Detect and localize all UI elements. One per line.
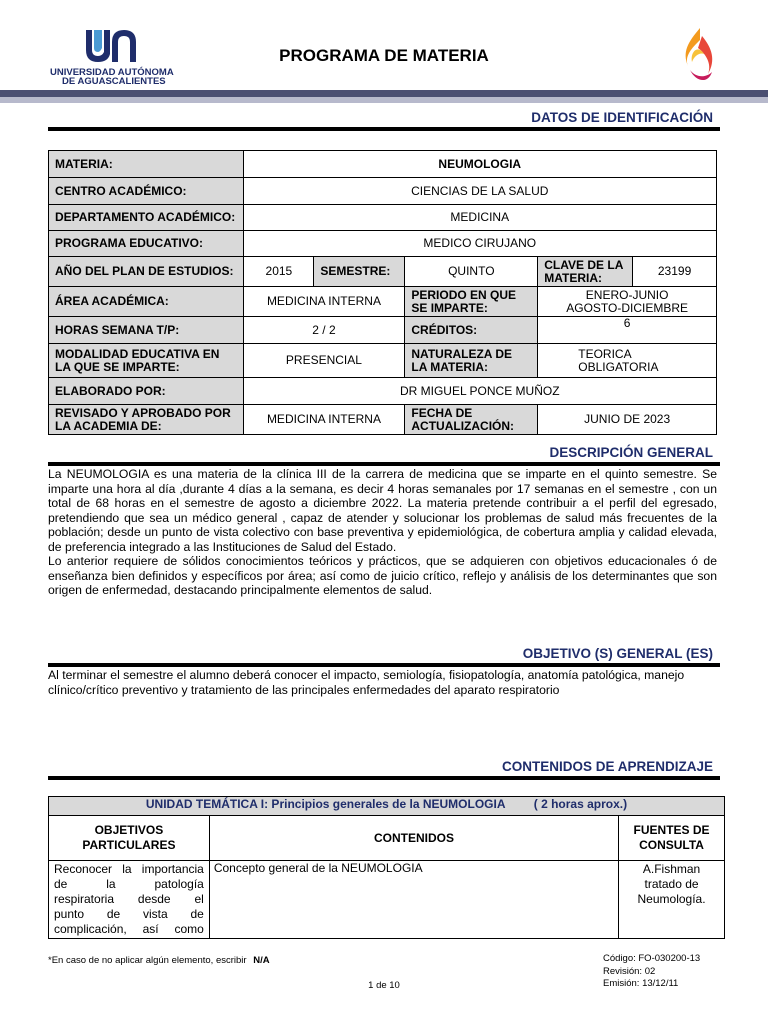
flame-logo-icon [678,26,718,88]
footer-codes [603,953,700,991]
identification-table [48,150,717,435]
footer-revision: Revisión: 02 [603,965,656,977]
fecha-label: FECHA DE ACTUALIZACIÓN: [405,405,538,435]
creditos-value: 6 [538,317,717,344]
naturaleza-label: NATURALEZA DE LA MATERIA: [405,344,538,378]
contenido-cell: Concepto general de la NEUMOLOGIA [209,861,618,939]
programa-value: MEDICO CIRUJANO [243,231,716,257]
page-title: PROGRAMA DE MATERIA [279,46,489,65]
periodo-value-1: ENERO-JUNIO [585,287,669,302]
periodo-value-2: AGOSTO-DICIEMBRE [566,300,689,315]
footer-emision: Emisión: 13/12/11 [603,978,679,989]
fuente-line: A.Fishman [642,862,701,876]
section-rule [48,663,720,667]
programa-label: PROGRAMA EDUCATIVO: [49,231,244,257]
header-band-light [0,97,768,103]
anio-label: AÑO DEL PLAN DE ESTUDIOS: [49,257,244,287]
centro-value: CIENCIAS DE LA SALUD [243,178,716,205]
unit-title-row [49,797,725,816]
objetivo-line: punto de vista de [54,907,204,921]
unit-table [48,796,725,939]
objetivo-line: Reconocer la importancia [54,862,204,876]
descripcion-paragraph-1: La NEUMOLOGIA es una materia de la clínica III de la carrera de medicina que se imparte en el quinto semestre. Se imparte una hora al día ,durante 4 días a la semana, es decir 4 horas semanales por 17 semanas en el semestre , con un total de 68 horas en el semestre de agosto a diciembre 2022. La materia pretende contribuir a el perfil del egresado, pretendiendo que sea un médico general , capaz de atender y solucionar los problemas de salud más frecuentes de la población; desde un punto de vista colectivo con base preventiva y epidemiológica, de cobertura amplia y calidad elevada, de preferencia integrado a las Instituciones de Salud del Estado. [48,467,717,554]
fuentes-cell [619,861,725,939]
section-title-identificacion: DATOS DE IDENTIFICACIÓN [531,110,713,125]
elaborado-value: DR MIGUEL PONCE MUÑOZ [243,378,716,405]
revisado-value: MEDICINA INTERNA [243,405,405,435]
area-label: ÁREA ACADÉMICA: [49,287,244,317]
area-value: MEDICINA INTERNA [243,287,405,317]
horas-label: HORAS SEMANA T/P: [49,317,244,344]
fuente-line: Neumología. [637,892,706,906]
unit-title: UNIDAD TEMÁTICA I: Principios generales de la NEUMOLOGIA [145,797,506,811]
modalidad-label: MODALIDAD EDUCATIVA EN LA QUE SE IMPARTE: [49,344,244,378]
objetivo-line: de la patología [54,877,204,891]
depto-value: MEDICINA [243,205,716,231]
page-number: 1 de 10 [368,980,400,991]
unit-hours: ( 2 horas aprox.) [533,797,628,811]
logo-text-line1: UNIVERSIDAD AUTÓNOMA [50,67,174,78]
section-title-objetivos: OBJETIVO (S) GENERAL (ES) [522,646,713,661]
footer-note-na: N/A [253,955,270,966]
section-rule [48,127,720,131]
materia-value: NEUMOLOGIA [243,151,716,178]
col-contenidos: CONTENIDOS [209,816,618,861]
materia-label: MATERIA: [49,151,244,178]
periodo-label: PERIODO EN QUE SE IMPARTE: [405,287,538,317]
fecha-value: JUNIO DE 2023 [538,405,717,435]
section-rule [48,776,720,780]
creditos-label: CRÉDITOS: [405,317,538,344]
objetivos-cell [49,861,210,939]
depto-label: DEPARTAMENTO ACADÉMICO: [49,205,244,231]
anio-value: 2015 [243,257,314,287]
centro-label: CENTRO ACADÉMICO: [49,178,244,205]
col-objetivos: OBJETIVOS PARTICULARES [49,816,210,861]
semestre-label: SEMESTRE: [314,257,405,287]
modalidad-value: PRESENCIAL [243,344,405,378]
horas-value: 2 / 2 [243,317,405,344]
semestre-value: QUINTO [405,257,538,287]
objetivo-text: Al terminar el semestre el alumno deberá conocer el impacto, semiología, fisiopatología, anatomía patológica, manejo clínico/crítico preventivo y tratamiento de las principales enfermedades del aparato respiratorio [48,668,685,697]
descripcion-text [48,467,717,598]
section-title-descripcion: DESCRIPCIÓN GENERAL [549,445,713,460]
revisado-label: REVISADO Y APROBADO POR LA ACADEMIA DE: [49,405,244,435]
col-fuentes: FUENTES DE CONSULTA [619,816,725,861]
naturaleza-value-2: OBLIGATORIA [578,359,659,374]
clave-value: 23199 [633,257,717,287]
section-rule [48,462,720,466]
descripcion-paragraph-2: Lo anterior requiere de sólidos conocimientos teóricos y prácticos, que se adquieren con objetivos educacionales ó de enseñanza bien definidos y específicos por área; así como de juicio crítico, reflejo y análisis de los determinantes que son origen de enfermedad, destacando principalmente elementos de salud. [48,554,717,597]
footer-note [48,955,270,966]
clave-label: CLAVE DE LA MATERIA: [538,257,633,287]
footer-note-text: *En caso de no aplicar algún elemento, escribir [48,955,247,966]
logo-text-line2: DE AGUASCALIENTES [62,76,166,87]
footer-codigo: Código: FO-030200-13 [603,953,701,964]
fuente-line: tratado de [644,877,699,891]
section-title-contenidos: CONTENIDOS DE APRENDIZAJE [501,759,713,774]
objetivo-line: respiratoria desde el [54,892,204,906]
naturaleza-value-1: TEORICA [578,346,632,361]
objetivo-line: complicación, así como [54,922,204,936]
elaborado-label: ELABORADO POR: [49,378,244,405]
